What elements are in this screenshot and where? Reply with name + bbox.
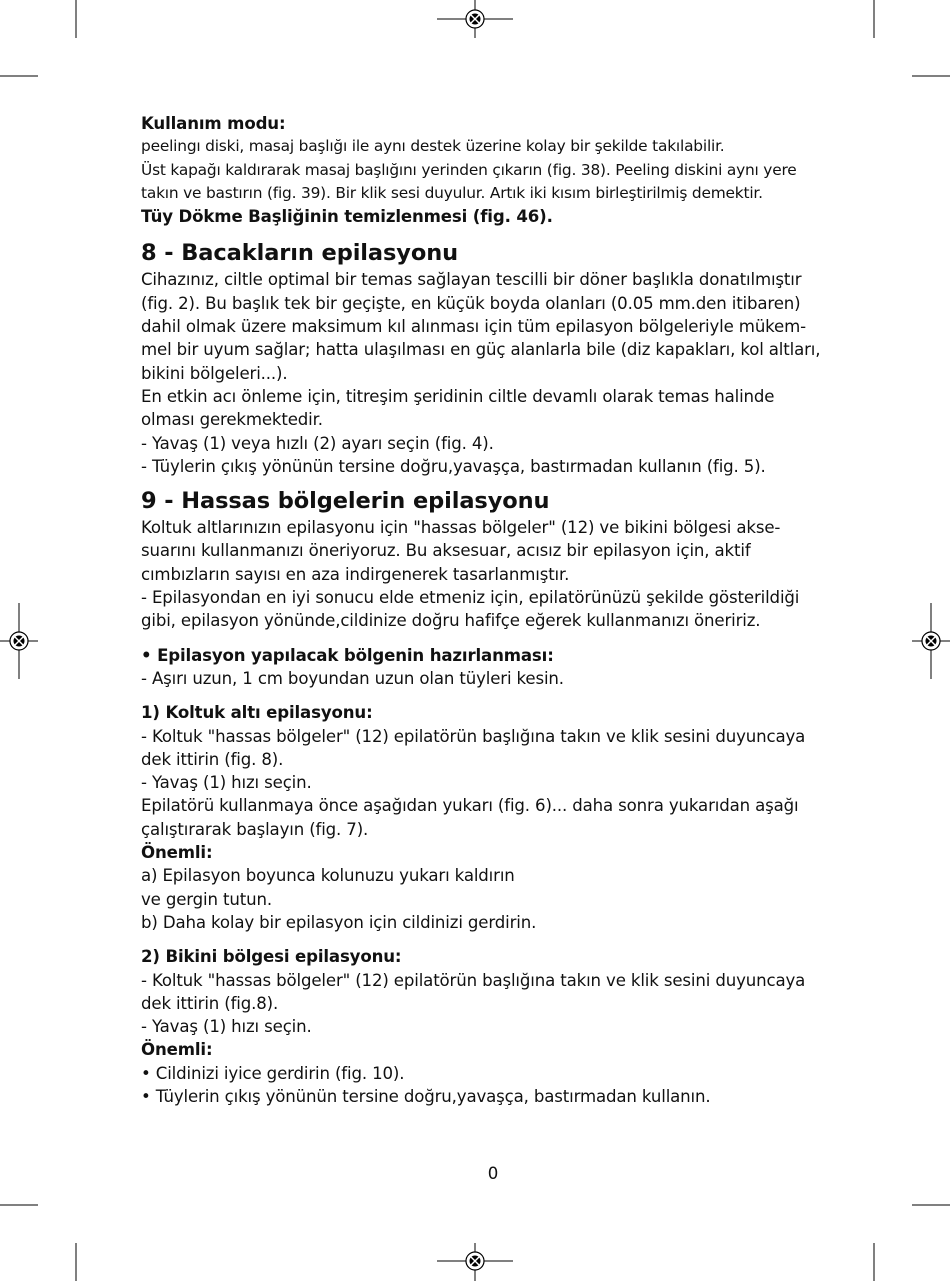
section-8-line: En etkin acı önleme için, titreşim şeridinin ciltle devamlı olarak temas halinde (141, 386, 775, 406)
bikini-important: Önemli: (141, 1040, 213, 1060)
usage-line: peelingı diski, masaj başlığı ile aynı destek üzerine kolay bir şekilde takılabilir. (141, 137, 725, 156)
armpit-line: - Koltuk "hassas bölgeler" (12) epilatörün başlığına takın ve klik sesini duyuncaya (141, 726, 806, 746)
section-8-line: bikini bölgeleri...). (141, 363, 288, 383)
armpit-note: b) Daha kolay bir epilasyon için cildinizi gerdirin. (141, 912, 537, 932)
prep-heading: • Epilasyon yapılacak bölgenin hazırlanması: (141, 645, 554, 665)
section-8-line: - Tüylerin çıkış yönünün tersine doğru,yavaşça, bastırmadan kullanın (fig. 5). (141, 456, 766, 476)
section-9-title: 9 - Hassas bölgelerin epilasyonu (141, 488, 550, 515)
section-8-line: dahil olmak üzere maksimum kıl alınması için tüm epilasyon bölgeleriyle mükem- (141, 317, 806, 337)
usage-line: Üst kapağı kaldırarak masaj başlığını yerinden çıkarın (fig. 38). Peeling diskini aynı yere (141, 160, 797, 179)
section-9-line: gibi, epilasyon yönünde,cildinize doğru hafifçe eğerek kullanmanızı öneririz. (141, 611, 761, 631)
armpit-line: - Yavaş (1) hızı seçin. (141, 773, 312, 793)
bikini-line: - Koltuk "hassas bölgeler" (12) epilatörün başlığına takın ve klik sesini duyuncaya (141, 970, 806, 990)
section-8-title: 8 - Bacakların epilasyonu (141, 240, 459, 267)
bikini-note: • Cildinizi iyice gerdirin (fig. 10). (141, 1063, 405, 1083)
armpit-line: Epilatörü kullanmaya önce aşağıdan yukarı (fig. 6)... daha sonra yukarıdan aşağı (141, 796, 799, 816)
section-8-line: olması gerekmektedir. (141, 410, 323, 430)
armpit-note: a) Epilasyon boyunca kolunuzu yukarı kaldırın (141, 866, 515, 886)
section-9-line: suarını kullanmanızı öneriyoruz. Bu aksesuar, acısız bir epilasyon için, aktif (141, 541, 751, 561)
page-number: 0 (487, 1164, 499, 1183)
bikini-note: • Tüylerin çıkış yönünün tersine doğru,yavaşça, bastırmadan kullanın. (141, 1086, 711, 1106)
armpit-important: Önemli: (141, 843, 213, 863)
section-9-line: - Epilasyondan en iyi sonucu elde etmeniz için, epilatörünüzü şekilde gösterildiği (141, 588, 800, 608)
bikini-heading: 2) Bikini bölgesi epilasyonu: (141, 947, 402, 967)
armpit-line: dek ittirin (fig. 8). (141, 749, 284, 769)
section-8-line: (fig. 2). Bu başlık tek bir geçişte, en küçük boyda olanları (0.05 mm.den itibaren) (141, 293, 801, 313)
usage-heading: Kullanım modu: (141, 114, 286, 133)
bikini-line: - Yavaş (1) hızı seçin. (141, 1017, 312, 1037)
section-8-line: mel bir uyum sağlar; hatta ulaşılması en güç alanlarla bile (diz kapakları, kol altları, (141, 340, 821, 360)
armpit-note: ve gergin tutun. (141, 889, 272, 909)
usage-line: takın ve bastırın (fig. 39). Bir klik sesi duyulur. Artık iki kısım birleştirilmiş demektir. (141, 183, 763, 202)
section-9-line: cımbızların sayısı en aza indirgenerek tasarlanmıştır. (141, 564, 570, 584)
bikini-line: dek ittirin (fig.8). (141, 993, 279, 1013)
section-8-line: - Yavaş (1) veya hızlı (2) ayarı seçin (fig. 4). (141, 433, 494, 453)
cleaning-heading: Tüy Dökme Başliğinin temizlenmesi (fig. 46). (141, 207, 553, 227)
manual-page (141, 112, 841, 1108)
armpit-heading: 1) Koltuk altı epilasyonu: (141, 703, 373, 723)
armpit-line: çalıştırarak başlayın (fig. 7). (141, 819, 369, 839)
section-9-line: Koltuk altlarınızın epilasyonu için "hassas bölgeler" (12) ve bikini bölgesi akse- (141, 518, 781, 538)
section-8-line: Cihazınız, ciltle optimal bir temas sağlayan tescilli bir döner başlıkla donatılmıştır (141, 270, 802, 290)
prep-line: - Aşırı uzun, 1 cm boyundan uzun olan tüyleri kesin. (141, 668, 564, 688)
